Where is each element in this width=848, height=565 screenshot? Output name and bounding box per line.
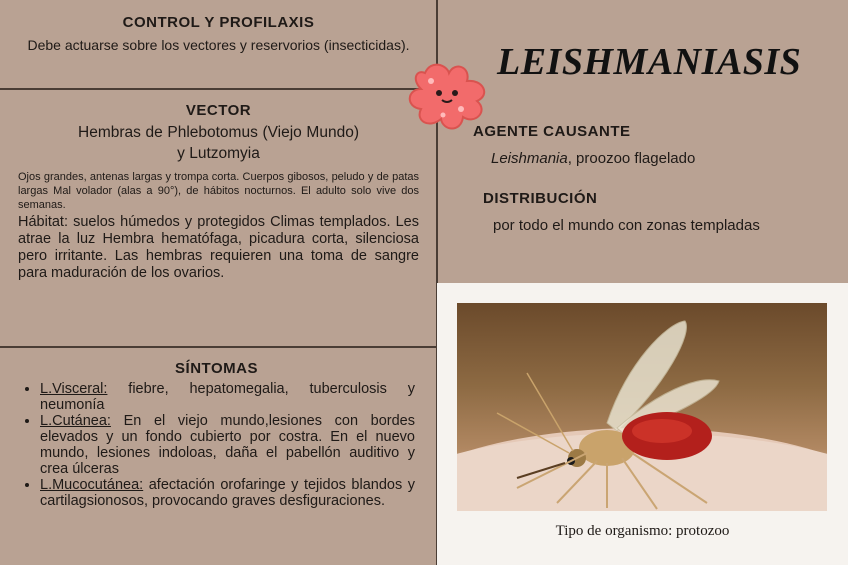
photo-section [437,283,848,565]
vector-habitat: Hábitat: suelos húmedos y protegidos Climas templados. Les atrae la luz Hembra hematófaga, picadura corta, silenciosa pero irritante. Las hembras requieren una toma de sangre para maduración de los ovarios. [18,214,419,281]
sintomas-heading: SÍNTOMAS [175,360,258,377]
vector-heading: VECTOR [185,102,252,119]
vector-subtitle: Hembras de Phlebotomus (Viejo Mundo) y Lutzomyia [78,124,359,162]
agente-heading: AGENTE CAUSANTE [473,123,631,140]
sintomas-list [18,381,415,509]
agente-rest: , proozoo flagelado [567,150,696,167]
agente-genus: Leishmania [491,150,568,167]
distribucion-heading: DISTRIBUCIÓN [483,190,598,207]
agente-text [491,150,695,167]
control-heading: CONTROL Y PROFILAXIS [122,14,315,31]
symptom-text: afectación orofaringe y tejidos blandos y cartilagsionosos, provocando graves desfiguraciones. [40,477,415,509]
vector-section [0,90,437,345]
page-title: LEISHMANIASIS [497,41,802,83]
sandfly-illustration [457,303,827,511]
list-item [40,477,415,509]
vector-description: Ojos grandes, antenas largas y trompa corta. Cuerpos gibosos, peludo y de patas largas Mal volador (alas a 90°), de hábitos nocturnos. El adulto solo vive dos semanas. [18,171,419,211]
symptom-label: L.Visceral: [40,381,108,397]
symptom-text: En el viejo mundo,lesiones con bordes elevados y un fondo cubierto por costra. En el nuevo mundo, lesiones indoloas, daña el pabellón auditivo y crea úlceras [40,413,415,477]
symptom-label: L.Mucocutánea: [40,477,144,493]
sintomas-section [0,348,437,565]
control-section [0,0,437,88]
distribucion-text: por todo el mundo con zonas templadas [493,217,760,234]
list-item [40,381,415,413]
info-section [437,0,848,283]
sandfly-photo [457,303,827,511]
list-item [40,413,415,477]
control-text: Debe actuarse sobre los vectores y reservorios (insecticidas). [27,37,410,53]
symptom-text: fiebre, hepatomegalia, tuberculosis y neumonía [40,381,415,413]
symptom-label: L.Cutánea: [40,413,111,429]
photo-caption: Tipo de organismo: protozoo [555,523,730,539]
